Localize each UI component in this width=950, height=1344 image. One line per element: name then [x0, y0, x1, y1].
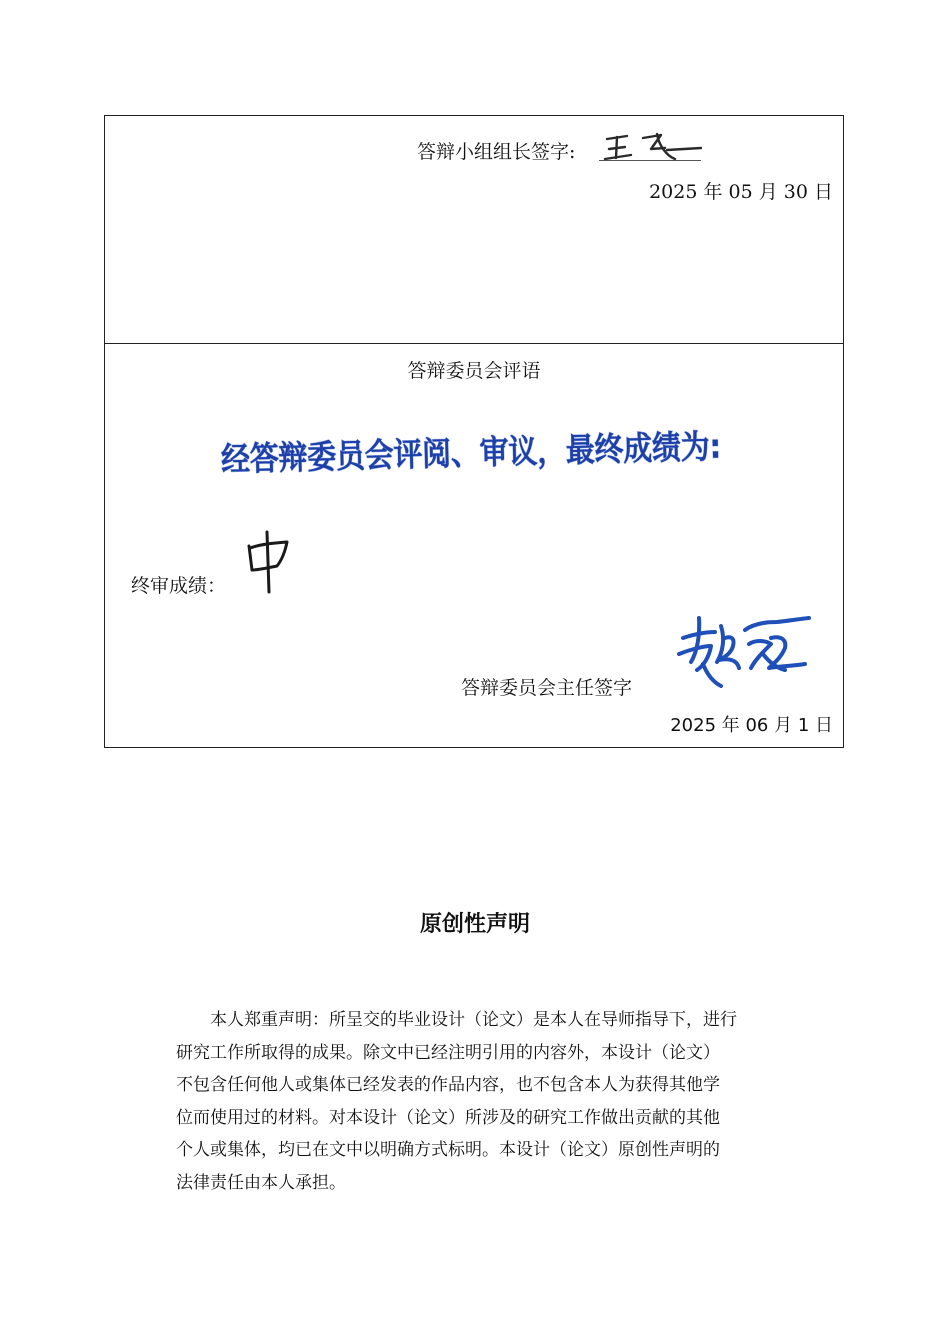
committee-comment-title: 答辩委员会评语 — [407, 360, 541, 382]
declaration-line: 位而使用过的材料。对本设计（论文）所涉及的研究工作做出贡献的其他 — [176, 1107, 720, 1128]
final-grade-handwritten — [243, 530, 295, 594]
declaration-line: 研究工作所取得的成果。除文中已经注明引用的内容外，本设计（论文） — [176, 1042, 720, 1063]
svg-text:经答辩委员会评阅、审议，最终成绩为:: 经答辩委员会评阅、审议，最终成绩为: — [220, 424, 796, 479]
declaration-line: 本人郑重声明：所呈交的毕业设计（论文）是本人在导师指导下，进行 — [210, 1010, 737, 1030]
group-date: 2025 年 05 月 30 日 — [649, 181, 833, 203]
defense-record-table — [104, 115, 844, 748]
table-divider — [105, 343, 843, 344]
declaration-line: 不包含任何他人或集体已经发表的作品内容，也不包含本人为获得其他学 — [176, 1075, 720, 1095]
leader-signature-label: 答辩小组组长签字: — [417, 141, 576, 163]
committee-date: 2025 年 06 月 1 日 — [670, 715, 833, 736]
leader-handwritten-signature — [601, 122, 705, 164]
final-grade-label: 终审成绩： — [131, 575, 227, 597]
declaration-line: 个人或集体，均已在文中以明确方式标明。本设计（论文）原创性声明的 — [176, 1140, 720, 1160]
declaration-body — [176, 1004, 812, 1199]
declaration-line: 法律责任由本人承担。 — [176, 1172, 346, 1193]
chair-signature-label: 答辩委员会主任签字 — [461, 677, 633, 699]
declaration-title: 原创性声明 — [419, 912, 530, 937]
chair-handwritten-signature — [673, 608, 813, 692]
committee-stamp-text — [217, 412, 796, 486]
